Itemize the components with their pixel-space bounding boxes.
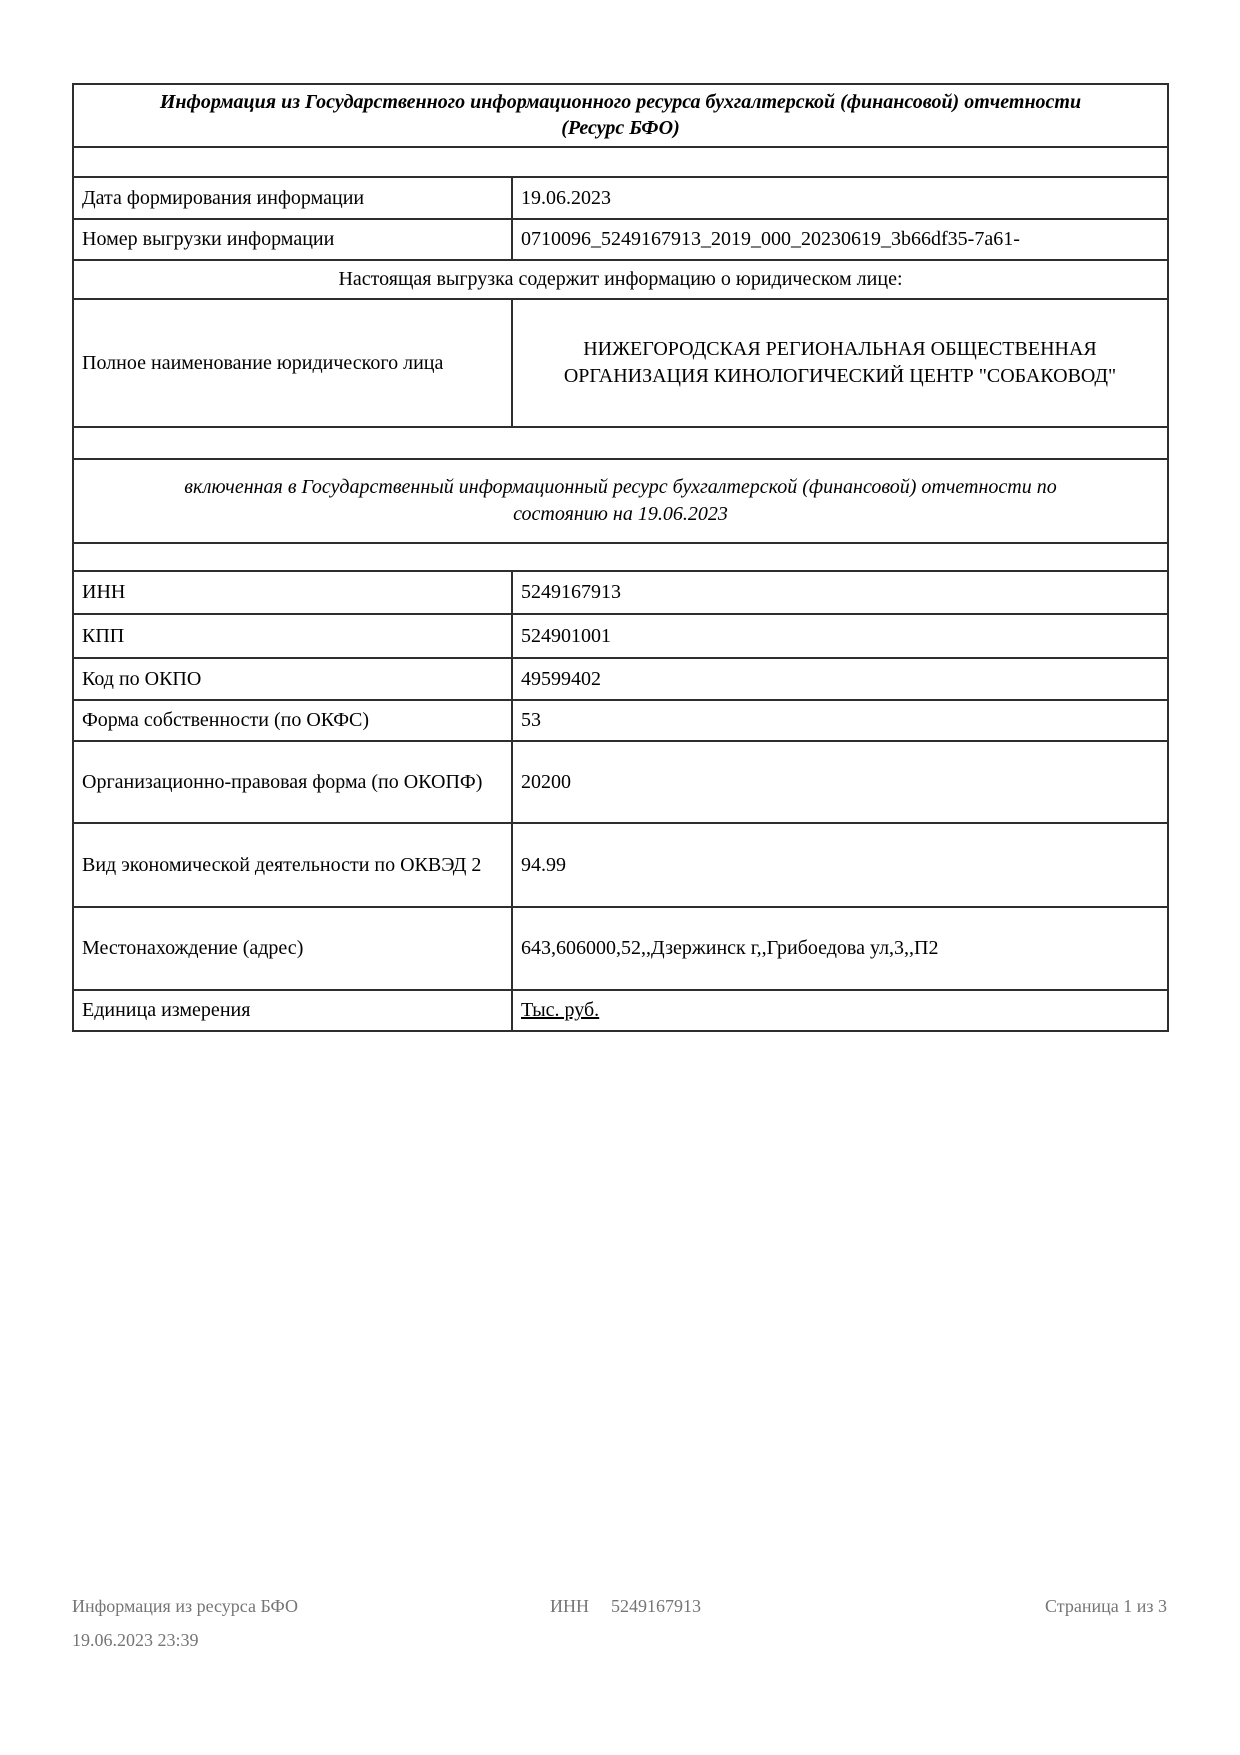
kpp-label: КПП <box>73 614 512 658</box>
okpo-row <box>73 658 1168 700</box>
address-label: Местонахождение (адрес) <box>73 907 512 990</box>
footer-inn-value: 5249167913 <box>611 1596 701 1616</box>
address-row <box>73 907 1168 990</box>
full-name-row <box>73 299 1168 427</box>
okopf-value: 20200 <box>512 741 1168 823</box>
kpp-row <box>73 614 1168 658</box>
unit-value-text: Тыс. руб. <box>521 999 600 1022</box>
okopf-row <box>73 741 1168 823</box>
kpp-value: 524901001 <box>512 614 1168 658</box>
generation-date-label: Дата формирования информации <box>73 177 512 219</box>
spacer-row <box>73 427 1168 459</box>
generation-date-row <box>73 177 1168 219</box>
okved-value: 94.99 <box>512 823 1168 907</box>
okfs-value: 53 <box>512 700 1168 741</box>
address-value: 643,606000,52,,Дзержинск г,,Грибоедова ул,3,,П2 <box>512 907 1168 990</box>
page-footer <box>72 1589 1167 1657</box>
footer-source-block <box>72 1589 550 1657</box>
okopf-label: Организационно-правовая форма (по ОКОПФ) <box>73 741 512 823</box>
inn-value: 5249167913 <box>512 571 1168 614</box>
subject-row <box>73 260 1168 299</box>
footer-inn-block <box>550 1589 701 1623</box>
full-name-label: Полное наименование юридического лица <box>73 299 512 427</box>
spacer-cell <box>73 427 1168 459</box>
unit-label: Единица измерения <box>73 990 512 1031</box>
bfo-info-table <box>72 83 1169 1032</box>
full-name-value: НИЖЕГОРОДСКАЯ РЕГИОНАЛЬНАЯ ОБЩЕСТВЕННАЯ ОРГАНИЗАЦИЯ КИНОЛОГИЧЕСКИЙ ЦЕНТР "СОБАКОВОД" <box>512 299 1168 427</box>
footer-source: Информация из ресурса БФО <box>72 1596 298 1616</box>
included-row <box>73 459 1168 543</box>
okfs-label: Форма собственности (по ОКФС) <box>73 700 512 741</box>
okpo-label: Код по ОКПО <box>73 658 512 700</box>
okpo-value: 49599402 <box>512 658 1168 700</box>
document-title: Информация из Государственного информационного ресурса бухгалтерской (финансовой) отчетности (Ресурс БФО) <box>73 84 1168 147</box>
unit-row <box>73 990 1168 1031</box>
inn-row <box>73 571 1168 614</box>
upload-number-value: 0710096_5249167913_2019_000_20230619_3b66df35-7a61- <box>512 219 1168 260</box>
upload-number-label: Номер выгрузки информации <box>73 219 512 260</box>
footer-page-number: Страница 1 из 3 <box>1045 1596 1167 1616</box>
spacer-cell <box>73 543 1168 571</box>
footer-inn-label: ИНН <box>550 1596 589 1616</box>
inn-label: ИНН <box>73 571 512 614</box>
okved-row <box>73 823 1168 907</box>
footer-datetime: 19.06.2023 23:39 <box>72 1630 199 1650</box>
generation-date-value: 19.06.2023 <box>512 177 1168 219</box>
spacer-cell <box>73 147 1168 177</box>
spacer-row <box>73 147 1168 177</box>
okved-label: Вид экономической деятельности по ОКВЭД 2 <box>73 823 512 907</box>
upload-number-row <box>73 219 1168 260</box>
okfs-row <box>73 700 1168 741</box>
title-row <box>73 84 1168 147</box>
subject-line: Настоящая выгрузка содержит информацию о юридическом лице: <box>73 260 1168 299</box>
spacer-row <box>73 543 1168 571</box>
unit-value <box>512 990 1168 1031</box>
included-line: включенная в Государственный информационный ресурс бухгалтерской (финансовой) отчетности по состоянию на 19.06.2023 <box>73 459 1168 543</box>
